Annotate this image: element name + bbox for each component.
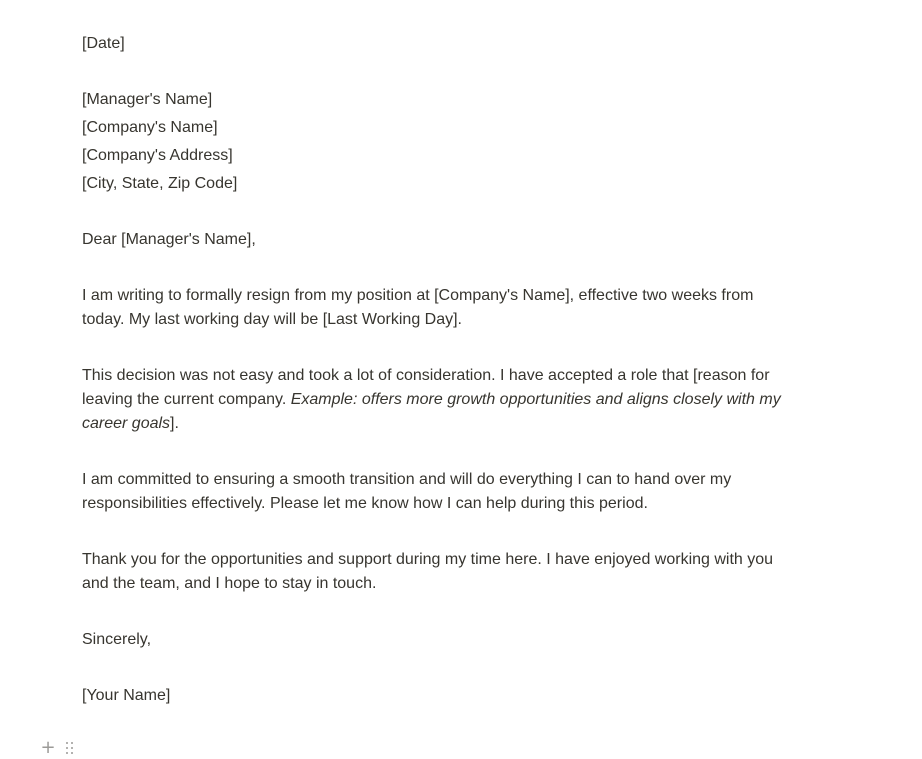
salutation[interactable]: Dear [Manager's Name],: [82, 231, 256, 248]
date-line[interactable]: [Date]: [82, 35, 125, 52]
closing[interactable]: Sincerely,: [82, 631, 152, 648]
manager-name-line[interactable]: [Manager's Name]: [82, 91, 213, 108]
paragraph-thanks[interactable]: Thank you for the opportunities and support during my time here. I have enjoyed working with you and the team, and I hope to stay in touch.: [82, 551, 774, 592]
paragraph-transition[interactable]: I am committed to ensuring a smooth transition and will do everything I can to hand over my responsibilities effectively. Please let me know how I can help during this period.: [82, 471, 732, 512]
block-controls: [40, 737, 76, 758]
drag-handle-icon[interactable]: [64, 740, 76, 756]
plus-icon[interactable]: +: [40, 737, 56, 758]
signature[interactable]: [Your Name]: [82, 687, 171, 704]
city-state-zip-line[interactable]: [City, State, Zip Code]: [82, 175, 238, 192]
paragraph-reason-lead: This decision was not easy and took a lot of consideration. I have accepted a role that [reason for leaving the current company.: [82, 367, 770, 408]
letter-body: [82, 32, 794, 708]
paragraph-reason[interactable]: [82, 364, 794, 436]
paragraph-reason-example: Example: offers more growth opportunities and aligns closely with my career goals: [82, 391, 781, 432]
paragraph-resignation[interactable]: I am writing to formally resign from my position at [Company's Name], effective two weeks from today. My last working day will be [Last Working Day].: [82, 287, 754, 328]
company-name-line[interactable]: [Company's Name]: [82, 119, 218, 136]
company-address-line[interactable]: [Company's Address]: [82, 147, 233, 164]
paragraph-reason-tail: ].: [170, 415, 179, 432]
